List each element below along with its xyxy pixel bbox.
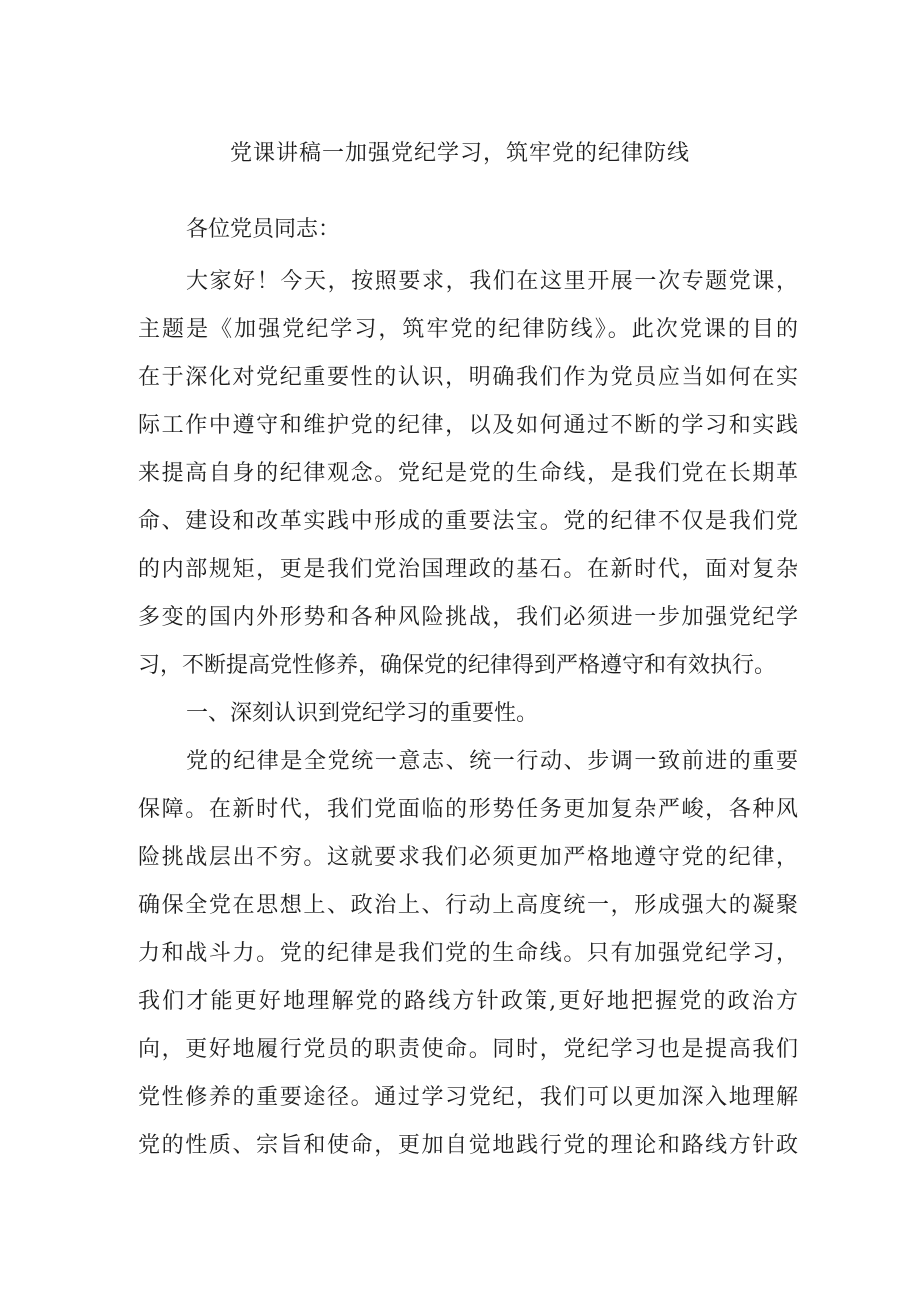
paragraph-line: 主题是《加强党纪学习，筑牢党的纪律防线》。此次党课的目的 bbox=[138, 317, 798, 342]
paragraph-line: 命、建设和改革实践中形成的重要法宝。党的纪律不仅是我们党 bbox=[138, 509, 798, 534]
paragraph-line: 习，不断提高党性修养，确保党的纪律得到严格遵守和有效执行。 bbox=[138, 653, 777, 678]
paragraph-line: 来提高自身的纪律观念。党纪是党的生命线，是我们党在长期革 bbox=[138, 461, 798, 486]
document-title: 党课讲稿一加强党纪学习，筑牢党的纪律防线 bbox=[229, 141, 690, 166]
section-heading: 一、深刻认识到党纪学习的重要性。 bbox=[186, 701, 539, 726]
paragraph-line: 险挑战层出不穷。这就要求我们必须更加严格地遵守党的纪律， bbox=[138, 845, 798, 870]
paragraph-line: 多变的国内外形势和各种风险挑战，我们必须进一步加强党纪学 bbox=[138, 605, 798, 630]
paragraph-line: 党的纪律是全党统一意志、统一行动、步调一致前进的重要 bbox=[186, 749, 798, 774]
paragraph-line: 确保全党在思想上、政治上、行动上高度统一，形成强大的凝聚 bbox=[138, 893, 798, 918]
paragraph-line: 保障。在新时代，我们党面临的形势任务更加复杂严峻，各种风 bbox=[138, 797, 798, 822]
paragraph-line: 我们才能更好地理解党的路线方针政策,更好地把握党的政治方 bbox=[138, 989, 798, 1014]
paragraph-line: 力和战斗力。党的纪律是我们党的生命线。只有加强党纪学习， bbox=[138, 941, 798, 966]
paragraph-line: 的内部规矩，更是我们党治国理政的基石。在新时代，面对复杂 bbox=[138, 557, 798, 582]
paragraph-line: 大家好！今天，按照要求，我们在这里开展一次专题党课， bbox=[186, 269, 798, 294]
salutation: 各位党员同志： bbox=[186, 217, 341, 242]
paragraph-line: 党的性质、宗旨和使命，更加自觉地践行党的理论和路线方针政 bbox=[138, 1133, 798, 1158]
paragraph-line: 在于深化对党纪重要性的认识，明确我们作为党员应当如何在实 bbox=[138, 365, 798, 390]
paragraph-line: 际工作中遵守和维护党的纪律，以及如何通过不断的学习和实践 bbox=[138, 413, 798, 438]
paragraph-line: 向，更好地履行党员的职责使命。同时，党纪学习也是提高我们 bbox=[138, 1037, 798, 1062]
paragraph-line: 党性修养的重要途径。通过学习党纪，我们可以更加深入地理解 bbox=[138, 1085, 798, 1110]
